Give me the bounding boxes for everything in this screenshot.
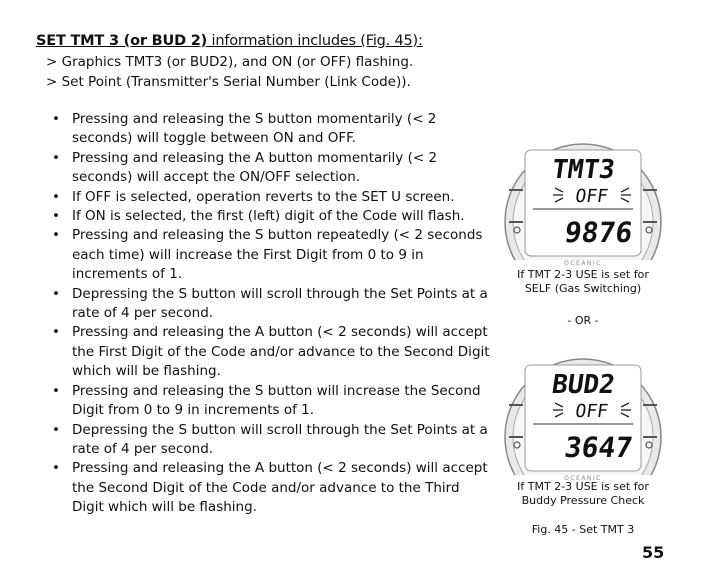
display-top-text: BUD2 [549,370,617,400]
display-mid-text: OFF [573,401,610,422]
page-number: 55 [642,543,665,562]
list-item: • Pressing and releasing the A button (< 2 seconds) will accept the First Digit of the Code and/or advance to the Second Digit which will be flashing. [52,323,492,381]
list-item: • Pressing and releasing the A button (< 2 seconds) will accept the Second Digit of the Code and/or advance to the Third Digit which will be flashing. [52,459,492,517]
heading-bold: SET TMT 3 (or BUD 2) [36,33,208,49]
list-item: • Pressing and releasing the S button will increase the Second Digit from 0 to 9 in increments of 1. [52,382,492,421]
list-item: • If OFF is selected, operation reverts to the SET U screen. [52,188,492,207]
display-code-text: 9876 [562,216,635,249]
figure-caption: Fig. 45 - Set TMT 3 [531,523,635,536]
list-item: • Depressing the S button will scroll through the Set Points at a rate of 4 per second. [52,285,492,324]
caption-line: If TMT 2-3 USE is set for [517,268,649,281]
instruction-list [52,110,492,518]
or-label: - OR - [567,314,599,327]
dive-computer-display-bud2 [503,345,663,485]
display-mid-text: OFF [573,186,610,207]
section-heading [36,33,423,49]
list-item: • Pressing and releasing the S button repeatedly (< 2 seconds each time) will increase the First Digit from 0 to 9 in increments of 1. [52,226,492,284]
caption-line: If TMT 2-3 USE is set for [517,480,649,493]
caption-line: Buddy Pressure Check [521,494,645,507]
list-item: • Depressing the S button will scroll through the Set Points at a rate of 4 per second. [52,421,492,460]
display-code-text: 3647 [562,431,635,464]
dive-computer-display-tmt3 [503,130,663,270]
intro-line: > Set Point (Transmitter's Serial Number (Link Code)). [46,73,411,90]
brand-logo: OCEANIC [564,475,602,482]
list-item: • Pressing and releasing the S button momentarily (< 2 seconds) will toggle between ON and OFF. [52,110,492,149]
list-item: • Pressing and releasing the A button momentarily (< 2 seconds) will accept the ON/OFF selection. [52,149,492,188]
intro-list [46,53,413,92]
display-top-text: TMT3 [549,155,617,185]
heading-rest: information includes (Fig. 45): [207,33,423,49]
caption-line: SELF (Gas Switching) [524,282,642,295]
intro-line: > Graphics TMT3 (or BUD2), and ON (or OFF) flashing. [46,54,414,70]
list-item: • If ON is selected, the first (left) digit of the Code will flash. [52,207,492,226]
figure1-caption [483,268,683,296]
brand-logo: OCEANIC [564,260,602,267]
figure2-caption [483,480,683,508]
